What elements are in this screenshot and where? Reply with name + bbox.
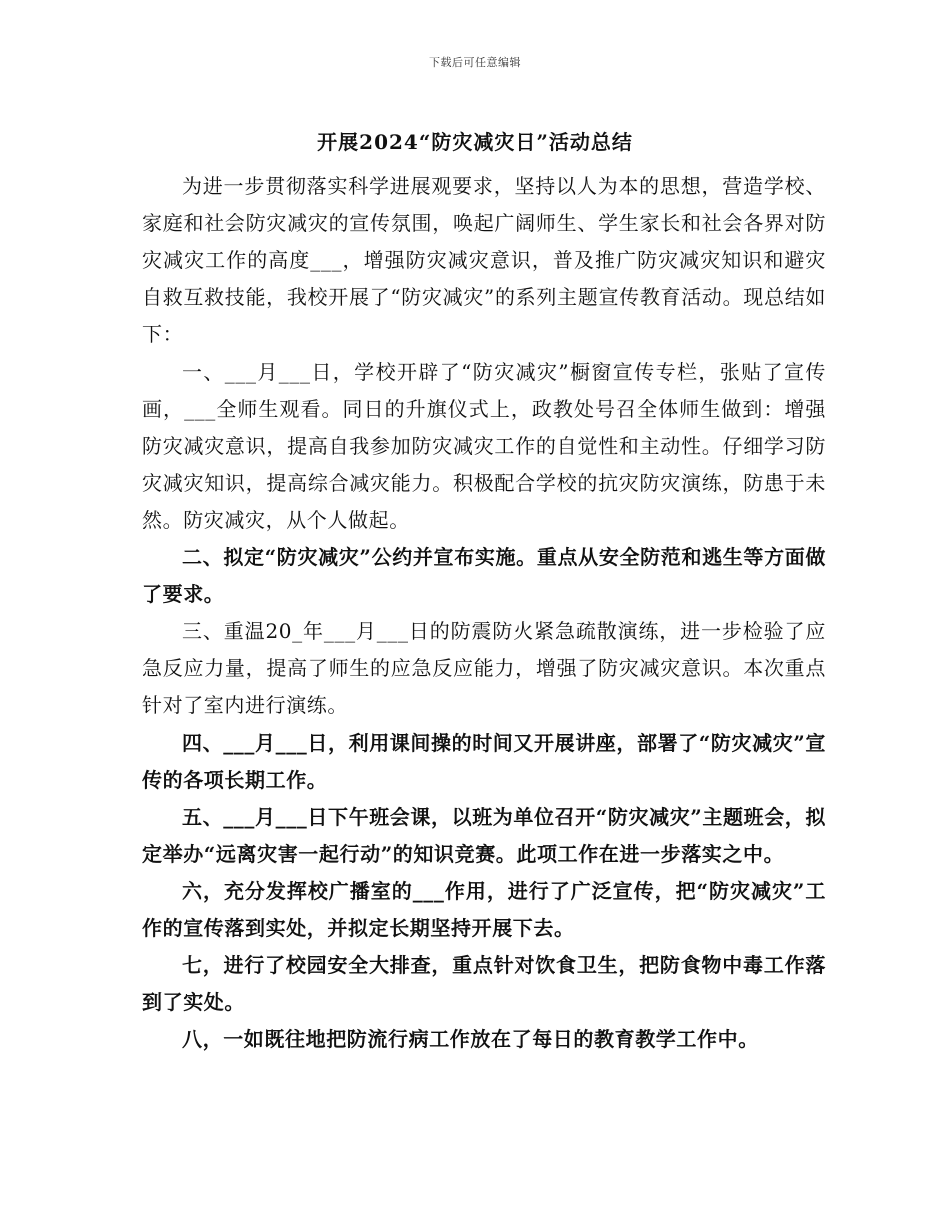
paragraph-item-8: 八，一如既往地把防流行病工作放在了每日的教育教学工作中。 <box>182 1027 759 1051</box>
paragraph-item-4: 四、___月___日，利用课间操的时间又开展讲座，部署了“防灾减灾”宣传的各项长期工作。 <box>142 731 827 792</box>
document-title: 开展2024“防灾减灾日”活动总结 <box>317 130 633 154</box>
paragraph-item-5: 五、___月___日下午班会课，以班为单位召开“防灾减灾”主题班会，拟定举办“远离灾害一起行动”的知识竞赛。此项工作在进一步落实之中。 <box>142 805 827 866</box>
paragraph-intro: 为进一步贯彻落实科学进展观要求，坚持以人为本的思想，营造学校、家庭和社会防灾减灾的宣传氛围，唤起广阔师生、学生家长和社会各界对防灾减灾工作的高度___，增强防灾减灾意识，普及推广防灾减灾知识和避灾自救互救技能，我校开展了“防灾减灾”的系列主题宣传教育活动。现总结如下： <box>142 174 826 346</box>
paragraph-item-2: 二、拟定“防灾减灾”公约并宣布实施。重点从安全防范和逃生等方面做了要求。 <box>142 545 826 606</box>
paragraph-item-7: 七，进行了校园安全大排查，重点针对饮食卫生，把防食物中毒工作落到了实处。 <box>142 953 826 1014</box>
header-note: 下载后可任意编辑 <box>429 56 521 69</box>
paragraph-item-3: 三、重温20_年___月___日的防震防火紧急疏散演练，进一步检验了应急反应力量，提高了师生的应急反应能力，增强了防灾减灾意识。本次重点针对了室内进行演练。 <box>142 619 826 717</box>
paragraph-item-1: 一、___月___日，学校开辟了“防灾减灾”橱窗宣传专栏，张贴了宣传画，___全师生观看。同日的升旗仪式上，政教处号召全体师生做到：增强防灾减灾意识，提高自我参加防灾减灾工作的自觉性和主动性。仔细学习防灾减灾知识，提高综合减灾能力。积极配合学校的抗灾防灾演练，防患于未然。防灾减灾，从个人做起。 <box>142 360 826 532</box>
paragraph-item-6: 六，充分发挥校广播室的___作用，进行了广泛宣传，把“防灾减灾”工作的宣传落到实处，并拟定长期坚持开展下去。 <box>142 879 826 940</box>
document-body <box>142 168 826 1058</box>
